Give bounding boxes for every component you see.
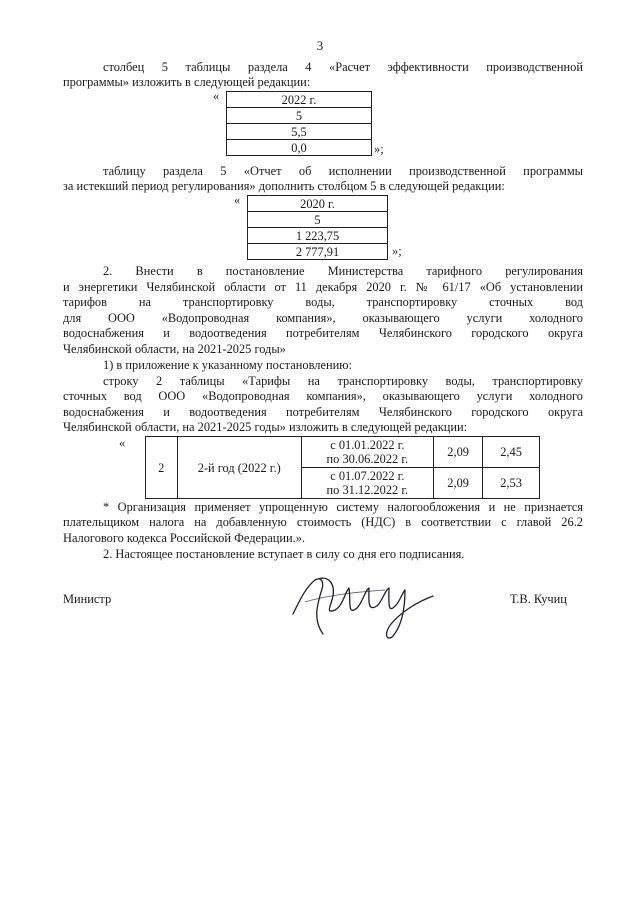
p5-line1: строку 2 таблицы «Тарифы на транспортировку воды, транспортировку — [103, 374, 583, 388]
table3-num: 2 — [145, 437, 177, 499]
table3-v1a: 2,09 — [434, 437, 483, 468]
p2-line1: таблицу раздела 5 «Отчет об исполнении производственной программы — [103, 164, 583, 178]
table3-period1 — [301, 437, 434, 468]
p5-line4: Челябинской области, на 2021-2025 годы» изложить в следующей редакции: — [63, 420, 468, 434]
table3-year: 2-й год (2022 г.) — [177, 437, 301, 499]
p3-line3: тарифов на транспортировку воды, транспортировку сточных вод — [63, 295, 583, 309]
table1-cell: 5,5 — [227, 124, 372, 140]
table3-v2a: 2,09 — [434, 468, 483, 499]
table2-cell: 5 — [248, 212, 388, 228]
table3-period2-start: с 01.07.2022 г. — [330, 469, 405, 483]
footnote-line2: плательщиком налога на добавленную стоимость (НДС) в соответствии с главой 26.2 — [63, 515, 583, 529]
table3-open-quote: « — [119, 436, 126, 450]
table3-period2-end: по 31.12.2022 г. — [326, 483, 409, 497]
table2-cell: 1 223,75 — [248, 228, 388, 244]
table3-period2 — [301, 468, 434, 499]
p5-line3: водоснабжения и водоотведения потребителям Челябинского городского округа — [63, 405, 583, 419]
signature-title: Министр — [63, 592, 112, 606]
table2-open-quote: « — [234, 193, 241, 207]
page-number: 3 — [316, 38, 324, 53]
table2-cell: 2020 г. — [248, 196, 388, 212]
p3-line2: и энергетики Челябинской области от 11 декабря 2020 г. № 61/17 «Об установлении — [63, 280, 583, 294]
table3-period1-start: с 01.01.2022 г. — [330, 438, 405, 452]
table1 — [226, 91, 372, 156]
table2-close: »; — [392, 244, 402, 258]
p1-line1: столбец 5 таблицы раздела 4 «Расчет эффективности производственной — [103, 60, 583, 74]
p5-line2: сточных вод ООО «Водопроводная компания», оказывающего услуги холодного — [63, 389, 583, 403]
p3-line6: Челябинской области, на 2021-2025 годы» — [63, 342, 286, 356]
table1-cell: 2022 г. — [227, 92, 372, 108]
p3-line4: для ООО «Водопроводная компания», оказывающего услуги холодного — [63, 311, 583, 325]
footnote-line3: Налогового кодекса Российской Федерации.». — [63, 531, 305, 545]
table1-close: »; — [374, 142, 384, 156]
table3-period1-end: по 30.06.2022 г. — [326, 452, 409, 466]
table1-cell: 5 — [227, 108, 372, 124]
table3-v2b: 2,53 — [483, 468, 540, 499]
handwritten-signature — [285, 562, 435, 642]
p6-line1: 2. Настоящее постановление вступает в силу со дня его подписания. — [103, 547, 465, 561]
signature-name: Т.В. Кучиц — [510, 592, 567, 606]
table3-empty-cell — [110, 437, 145, 499]
p1-line2: программы» изложить в следующей редакции: — [63, 75, 311, 89]
table2-cell: 2 777,91 — [248, 244, 388, 260]
p2-line2: за истекший период регулирования» дополнить столбцом 5 в следующей редакции: — [63, 179, 505, 193]
table1-open-quote: « — [213, 89, 220, 103]
table3-v1b: 2,45 — [483, 437, 540, 468]
p3-line1: 2. Внести в постановление Министерства тарифного регулирования — [103, 264, 583, 278]
p3-line5: водоснабжения и водоотведения потребителям Челябинского городского округа — [63, 326, 583, 340]
table3 — [110, 436, 540, 499]
table1-cell: 0,0 — [227, 140, 372, 156]
footnote-line1: * Организация применяет упрощенную систему налогообложения и не признается — [103, 500, 583, 514]
table2 — [247, 195, 388, 260]
p4-line1: 1) в приложение к указанному постановлению: — [103, 358, 352, 372]
